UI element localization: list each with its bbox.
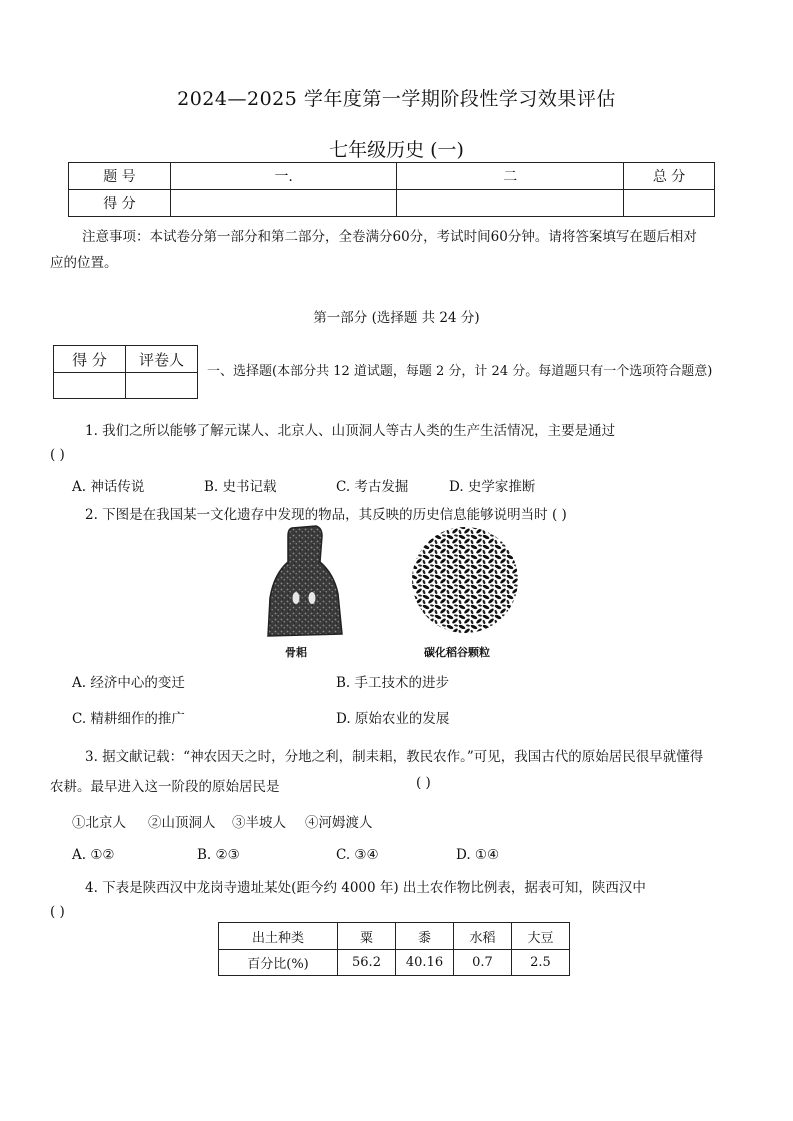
score-header-cell: 一. [170, 163, 397, 190]
score-input-cell[interactable] [624, 190, 715, 217]
grader-input-cell[interactable] [126, 373, 198, 399]
q3-stem-line-1: 3. 据文献记载：“神农因天之时，分地之利，制耒耜，教民农作。”可见，我国古代的原始居民很早就懂得 [85, 749, 704, 765]
bone-spade-image [262, 522, 344, 640]
grader-table [53, 345, 198, 399]
part1-heading: 第一部分 (选择题 共 24 分) [313, 310, 480, 326]
q4-answer-blank[interactable]: ( ) [50, 904, 65, 920]
q1-option-d[interactable]: D. 史学家推断 [449, 479, 536, 495]
rice-caption: 碳化稻谷颗粒 [424, 646, 490, 659]
exam-title: 2024—2025 学年度第一学期阶段性学习效果评估 [177, 88, 616, 110]
score-header-cell: 总 分 [624, 163, 715, 190]
score-header-cell: 二 [397, 163, 624, 190]
q3-option-a[interactable]: A. ①② [72, 847, 115, 863]
crop-table-header: 大豆 [512, 923, 570, 950]
crop-table-header: 出土种类 [219, 923, 338, 950]
crop-ratio-table [218, 922, 570, 976]
exam-subtitle: 七年级历史 (一) [329, 139, 464, 161]
score-row-label: 得 分 [69, 190, 171, 217]
crop-table-header: 粟 [338, 923, 396, 950]
q3-answer-blank[interactable]: ( ) [416, 775, 431, 791]
q1-answer-blank[interactable]: ( ) [50, 447, 65, 463]
q2-option-c[interactable]: C. 精耕细作的推广 [72, 711, 185, 727]
q3-option-b[interactable]: B. ②③ [197, 847, 240, 863]
score-table [68, 162, 715, 217]
q3-stem-line-2: 农耕。最早进入这一阶段的原始居民是 [50, 779, 280, 795]
grader-label: 得 分 [54, 346, 126, 373]
grader-label: 评卷人 [126, 346, 198, 373]
q1-stem: 1. 我们之所以能够了解元谋人、北京人、山顶洞人等古人类的生产生活情况，主要是通过 [85, 423, 616, 439]
q3-option-d[interactable]: D. ①④ [456, 847, 500, 863]
grader-input-cell[interactable] [54, 373, 126, 399]
q1-option-b[interactable]: B. 史书记载 [204, 479, 277, 495]
q1-option-a[interactable]: A. 神话传说 [72, 479, 145, 495]
carbonized-rice-image [410, 524, 520, 636]
q2-option-a[interactable]: A. 经济中心的变迁 [72, 675, 185, 691]
q4-stem: 4. 下表是陕西汉中龙岗寺遗址某处(距今约 4000 年) 出土农作物比例表，据表可知，陕西汉中 [85, 880, 646, 896]
q3-item-1: ①北京人 [72, 815, 126, 831]
score-header-cell: 题 号 [69, 163, 171, 190]
crop-table-cell: 40.16 [396, 950, 454, 976]
score-input-cell[interactable] [397, 190, 624, 217]
crop-table-cell: 0.7 [454, 950, 512, 976]
score-input-cell[interactable] [170, 190, 397, 217]
q3-item-3: ③半坡人 [232, 815, 286, 831]
q3-option-c[interactable]: C. ③④ [336, 847, 379, 863]
crop-table-cell: 百分比(%) [219, 950, 338, 976]
notice-line-2: 应的位置。 [50, 255, 118, 271]
section-title: 一、选择题(本部分共 12 道试题，每题 2 分，计 24 分。每道题只有一个选项符合题意) [207, 364, 713, 379]
crop-table-cell: 2.5 [512, 950, 570, 976]
crop-table-cell: 56.2 [338, 950, 396, 976]
q3-item-2: ②山顶洞人 [148, 815, 216, 831]
notice-line-1: 注意事项：本试卷分第一部分和第二部分，全卷满分60分，考试时间60分钟。请将答案填写在题后相对 [82, 229, 697, 245]
q2-option-d[interactable]: D. 原始农业的发展 [336, 711, 450, 727]
q2-option-b[interactable]: B. 手工技术的进步 [336, 675, 450, 691]
q3-item-4: ④河姆渡人 [305, 815, 373, 831]
q2-stem: 2. 下图是在我国某一文化遗存中发现的物品，其反映的历史信息能够说明当时 ( ) [85, 507, 567, 523]
crop-table-header: 水稻 [454, 923, 512, 950]
crop-table-header: 黍 [396, 923, 454, 950]
bone-spade-caption: 骨耜 [285, 646, 307, 659]
q1-option-c[interactable]: C. 考古发掘 [336, 479, 409, 495]
